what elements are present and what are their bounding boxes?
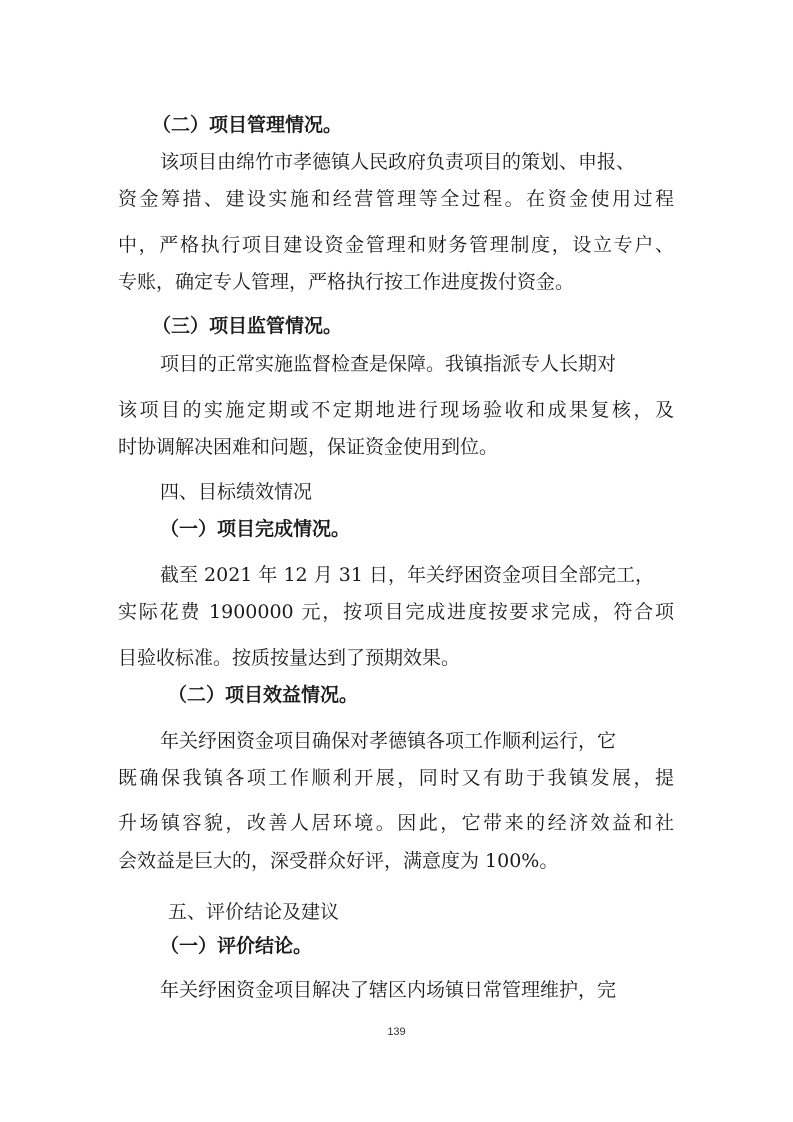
chapter-heading-conclusions: 五、评价结论及建议	[168, 901, 340, 923]
paragraph-line: 既确保我镇各项工作顺利开展，同时又有助于我镇发展，提	[118, 767, 674, 789]
paragraph-line: 时协调解决困难和问题，保证资金使用到位。	[118, 436, 499, 458]
page-number: 139	[387, 1026, 406, 1038]
paragraph-line: 年关纾困资金项目解决了辖区内场镇日常管理维护，完	[160, 979, 617, 1001]
paragraph-line: 该项目的实施定期或不定期地进行现场验收和成果复核，及	[118, 399, 674, 421]
paragraph-line: 截至 2021 年 12 月 31 日，年关纾困资金项目全部完工，	[160, 564, 654, 586]
paragraph-line: 实际花费 1900000 元，按项目完成进度按要求完成，符合项	[118, 601, 674, 623]
chapter-heading-performance: 四、目标绩效情况	[160, 481, 313, 503]
paragraph-line: 资金筹措、建设实施和经营管理等全过程。在资金使用过程	[118, 188, 674, 210]
section-heading-evaluation-conclusion: （一）评价结论。	[160, 935, 313, 957]
section-heading-project-management: （二）项目管理情况。	[152, 114, 343, 136]
paragraph-line: 年关纾困资金项目确保对孝德镇各项工作顺利运行，它	[160, 730, 617, 752]
paragraph-line: 专账，确定专人管理，严格执行按工作进度拨付资金。	[118, 271, 575, 293]
paragraph-line: 目验收标准。按质按量达到了预期效果。	[118, 647, 461, 669]
paragraph-line: 中，严格执行项目建设资金管理和财务管理制度，设立专户、	[118, 234, 674, 256]
section-heading-project-supervision: （三）项目监管情况。	[152, 315, 343, 337]
section-heading-project-benefits: （二）项目效益情况。	[168, 684, 359, 706]
paragraph-line: 项目的正常实施监督检查是保障。我镇指派专人长期对	[160, 353, 617, 375]
paragraph-line: 该项目由绵竹市孝德镇人民政府负责项目的策划、申报、	[160, 151, 636, 173]
paragraph-line: 会效益是巨大的，深受群众好评，满意度为 100%。	[118, 850, 559, 872]
section-heading-project-completion: （一）项目完成情况。	[160, 518, 351, 540]
paragraph-line: 升场镇容貌，改善人居环境。因此，它带来的经济效益和社	[118, 812, 674, 834]
